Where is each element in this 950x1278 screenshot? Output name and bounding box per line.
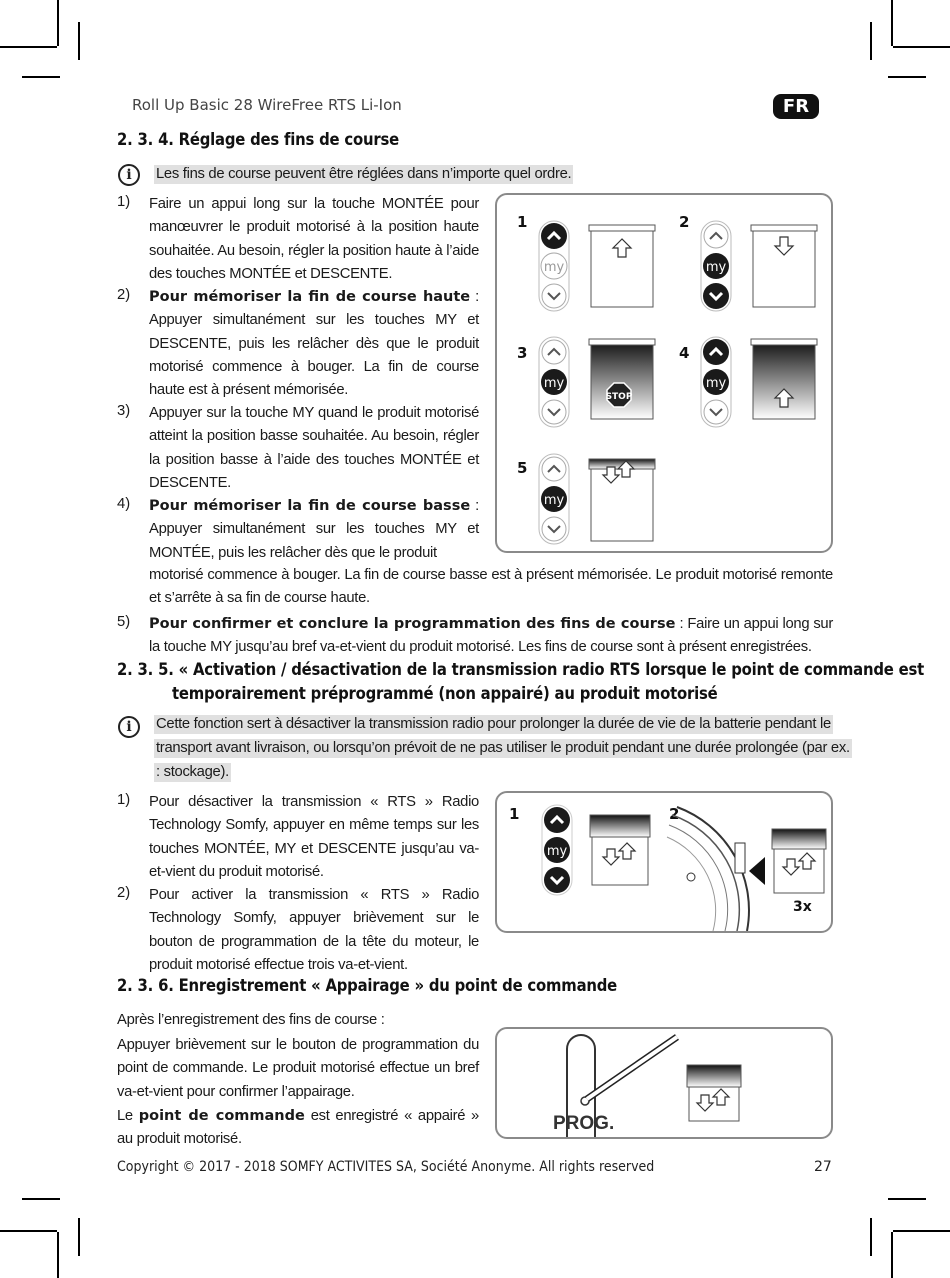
figure-rts-transmission: [495, 791, 833, 933]
up-button: [542, 457, 566, 481]
my-button-label: my: [543, 493, 565, 508]
prog-label: PROG.: [553, 1113, 615, 1134]
step-text: Pour désactiver la transmission « RTS » Radio Technology Somfy, appuyer en même temps sur les touches MONTÉE, MY et DESCENTE jusqu’au va-et-vient du produit motorisé.: [149, 794, 479, 880]
blind-roller-jog: [687, 1065, 741, 1087]
pairing-illustration: [497, 1029, 831, 1137]
crop-mark: [891, 0, 893, 46]
crop-mark: [57, 1232, 59, 1278]
blind-roller: [589, 225, 655, 231]
pairing-result-bold: point de commande: [138, 1108, 305, 1124]
info-note: [154, 163, 573, 187]
step-number: 4): [117, 496, 131, 512]
step-bold: Pour confirmer et conclure la programmation des fins de course: [149, 616, 676, 632]
step-bold: Pour mémoriser la fin de course haute: [149, 289, 471, 305]
motor-head-ring: [669, 825, 728, 931]
pairing-intro: Après l’enregistrement des fins de course :: [117, 1012, 385, 1028]
blind-roller: [751, 339, 817, 345]
step-rest: : Appuyer simultanément sur les touches MY et MONTÉE, puis les relâcher dès que le produit: [149, 498, 479, 561]
crop-mark: [78, 1218, 80, 1256]
step-text: [149, 495, 479, 565]
section-title-2-3-5: 2. 3. 5. « Activation / désactivation de la transmission radio RTS lorsque le point de commande est: [117, 660, 925, 679]
step-rest: : Appuyer simultanément sur les touches MY et DESCENTE, puis les relâcher dès que le produit motorisé commence à bouger. La fin de course haute est à présent mémorisée.: [149, 289, 479, 399]
crop-mark: [22, 1198, 60, 1200]
step-text-continued: motorisé commence à bouger. La fin de course basse est à présent mémorisée. Le produit motorisé remonte et s’arrête à sa fin de course haute.: [149, 567, 833, 607]
crop-mark: [22, 76, 60, 78]
header-product-name: Roll Up Basic 28 WireFree RTS Li-Ion: [132, 96, 402, 114]
step-number: 5): [117, 614, 131, 630]
blind-roller: [589, 339, 655, 345]
info-note-line: [154, 761, 231, 785]
down-button-pressed: [703, 283, 729, 309]
pointer-arrow-icon: [749, 857, 765, 885]
section-title-2-3-4: 2. 3. 4. Réglage des fins de course: [117, 130, 399, 149]
motor-head-ring: [672, 815, 739, 931]
repeat-count-label: 3x: [793, 899, 812, 915]
info-note-text: Les fins de course peuvent être réglées dans n’importe quel ordre.: [156, 166, 572, 182]
up-button-pressed: [541, 223, 567, 249]
crop-mark: [893, 46, 950, 48]
crop-mark: [870, 1218, 872, 1256]
pairing-result-pre: Le: [117, 1108, 139, 1124]
step-rest: : Faire un appui long sur la touche MY jusqu’au bref va-et-vient du produit motorisé. Les fins de course sont à présent enregistrées.: [149, 616, 833, 656]
section-title-2-3-6: 2. 3. 6. Enregistrement « Appairage » du point de commande: [117, 976, 618, 995]
figure-step-label: 3: [517, 344, 528, 362]
crop-mark: [0, 1230, 57, 1232]
pairing-result-post: est enregistré « appairé » au produit motorisé.: [117, 1108, 479, 1148]
stop-sign-label: STOP: [605, 392, 633, 402]
step-text: [149, 613, 833, 660]
figure-step-label: 1: [517, 213, 528, 231]
my-button-label: my: [546, 844, 568, 859]
footer-copyright: Copyright © 2017 - 2018 SOMFY ACTIVITES SA, Société Anonyme. All rights reserved: [117, 1159, 655, 1175]
info-icon: i: [118, 716, 140, 738]
crop-mark: [0, 46, 57, 48]
step-number: 1): [117, 792, 131, 808]
step-number: 1): [117, 194, 131, 210]
my-button-label: my: [543, 260, 565, 275]
crop-mark: [78, 22, 80, 60]
pairing-paragraph: Appuyer brièvement sur le bouton de programmation du point de commande. Le produit motorisé effectue un bref va-et-vient pour confirmer l’appairage.: [117, 1037, 479, 1100]
page-number: 27: [814, 1159, 832, 1175]
down-button: [542, 400, 566, 424]
pen-icon-inner: [587, 1037, 677, 1099]
figure-step-label: 4: [679, 344, 690, 362]
up-button-pressed: [703, 339, 729, 365]
figure-pairing: [495, 1027, 833, 1139]
my-button-label: my: [705, 376, 727, 391]
pairing-result: [117, 1105, 479, 1152]
step-number: 3): [117, 403, 131, 419]
blind-window: [591, 225, 653, 307]
info-note-text: : stockage).: [156, 764, 229, 780]
step-text: Pour activer la transmission « RTS » Radio Technology Somfy, appuyer brièvement sur le bouton de programmation de la tête du moteur, le produit motorisé effectue trois va-et-vient.: [149, 887, 479, 973]
down-button: [704, 400, 728, 424]
blind-roller-jog: [772, 829, 826, 849]
motor-head-ring: [667, 837, 716, 931]
crop-mark: [57, 0, 59, 46]
step-text: Appuyer sur la touche MY quand le produit motorisé atteint la position basse souhaitée. Au besoin, régler la position basse à l’aide des touches MONTÉE et DESCENTE.: [149, 405, 479, 491]
info-note-text: transport avant livraison, ou lorsqu’on prévoit de ne pas utiliser le produit pendant une durée prolongée (par ex.: [156, 740, 850, 756]
step-text: Faire un appui long sur la touche MONTÉE pour manœuvrer le produit motorisé à la position haute souhaitée. Au besoin, régler la position haute à l’aide des touches MONTÉE et DESCENTE.: [149, 196, 479, 282]
crop-mark: [891, 1232, 893, 1278]
figure-step-label: 5: [517, 459, 528, 477]
blind-roller: [751, 225, 817, 231]
my-button-label: my: [705, 260, 727, 275]
crop-mark: [888, 76, 926, 78]
down-button: [542, 284, 566, 308]
crop-mark: [893, 1230, 950, 1232]
step-number: 2): [117, 885, 131, 901]
step-text: [149, 286, 479, 402]
step-number: 2): [117, 287, 131, 303]
up-button: [704, 224, 728, 248]
limits-illustration: [497, 195, 831, 551]
info-note-line: [154, 713, 833, 737]
crop-mark: [888, 1198, 926, 1200]
up-button-pressed: [544, 807, 570, 833]
down-button: [542, 517, 566, 541]
figure-limits-setting: [495, 193, 833, 553]
step-bold: Pour mémoriser la fin de course basse: [149, 498, 471, 514]
motor-head-button: [735, 843, 745, 873]
figure-step-label: 2: [669, 805, 680, 823]
info-note-text: Cette fonction sert à désactiver la transmission radio pour prolonger la durée de vie de la batterie pendant le: [156, 716, 831, 732]
up-button: [542, 340, 566, 364]
language-badge: FR: [773, 94, 819, 119]
prog-button-icon: [687, 873, 695, 881]
my-button-label: my: [543, 376, 565, 391]
blind-roller-jog: [590, 815, 650, 837]
section-title-2-3-5-line2: temporairement préprogrammé (non appairé) au produit motorisé: [172, 684, 718, 703]
figure-step-label: 2: [679, 213, 690, 231]
down-button-pressed: [544, 867, 570, 893]
info-note-line: [154, 737, 852, 761]
info-icon: i: [118, 164, 140, 186]
crop-mark: [870, 22, 872, 60]
figure-step-label: 1: [509, 805, 520, 823]
rts-illustration: [497, 793, 831, 931]
